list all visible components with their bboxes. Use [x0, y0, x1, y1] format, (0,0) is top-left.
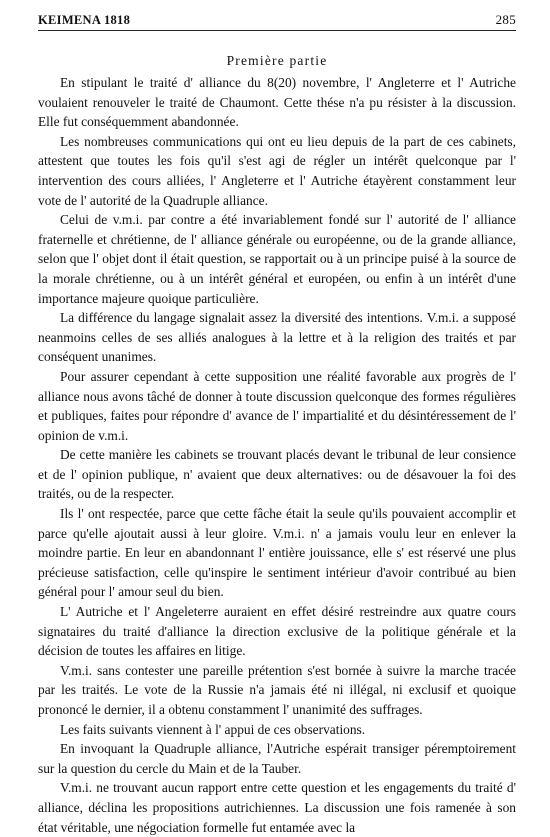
running-title: KEIMENA 1818: [38, 13, 131, 27]
paragraph: En stipulant le traité d' alliance du 8(20) novembre, l' Angleterre et l' Autriche voulaient renouveler le traité de Chaumont. Cette thése n'a pu résister à la discussion. Elle fut conséquemment abandonnée.: [38, 75, 516, 130]
paragraph: Celui de v.m.i. par contre a été invariablement fondé sur l' autorité de l' alliance fraternelle et chrétienne, de l' alliance générale ou européenne, ou de la grande alliance, selon que l' objet dont il était question, se rapportait ou à un principe puisé à la source de la morale chrétienne, ou à un intérêt général et européen, ou enfin à un intérêt d'une importance majeure quoique particulière.: [38, 212, 516, 306]
paragraph: L' Autriche et l' Angeleterre auraient en effet désiré restreindre aux quatre cours signataires du traité d'alliance la direction exclusive de la politique générale et la décision de toutes les affaires en litige.: [38, 604, 516, 659]
paragraph: Les faits suivants viennent à l' appui de ces observations.: [60, 721, 366, 737]
paragraph: De cette manière les cabinets se trouvant placés devant le tribunal de leur consience et de l' opinion publique, n' avaient que deux alternatives: ou de désavouer la foi des traités, ou de la respecter.: [38, 447, 516, 502]
running-header: [38, 12, 516, 31]
document-page: [38, 12, 516, 835]
paragraph: V.m.i. sans contester une pareille prétention s'est bornée à suivre la marche tracée par les traités. Le vote de la Russie n'a jamais été ni illégal, ni exclusif et quoique prononcé le dernier, il a obtenu constamment l' unanimité des suffrages.: [38, 662, 516, 717]
paragraph: Les nombreuses communications qui ont eu lieu depuis de la part de ces cabinets, attestent que toutes les fois qu'il s'est agi de régler un intérêt quelconque par l' intervention des cours alliées, l' Angleterre et l' Autriche étayèrent constamment leur vote de l' autorité de la Quadruple alliance.: [38, 133, 516, 208]
paragraph: La différence du langage signalait assez la diversité des intentions. V.m.i. a supposé neanmoins celles de ses alliés analogues à la lettre et à la religion des traités et par conséquent unanimes.: [38, 310, 516, 365]
paragraph: Pour assurer cependant à cette supposition une réalité favorable aux progrès de l' alliance nous avons tâché de donner à toute discussion quelconque des formes régulières et publiques, faites pour répondre d' avance de l' impartialité et du désintéressement de l' opinion de v.m.i.: [38, 368, 516, 443]
section-title: Première partie: [226, 53, 328, 68]
paragraph: V.m.i. ne trouvant aucun rapport entre cette question et les engagements du traité d' alliance, déclina les propositions autrichiennes. La discussion une fois ramenée à son état véritable, une négociation formelle fut entamée avec la: [38, 780, 516, 835]
paragraph: Ils l' ont respectée, parce que cette fâche était la seule qu'ils pouvaient accomplir et parce qu'elle ajoutait aussi à leur gloire. V.m.i. n' a jamais voulu leur en enlever la moindre partie. En leur en abandonnant l' entière jouissance, elle s' est réservé une plus précieuse satisfaction, celle qu'inspire le sentiment intérieur d'avoir contribué au bien général pour l' amour seul du bien.: [38, 506, 516, 600]
page-number: 285: [495, 12, 516, 27]
paragraph: En invoquant la Quadruple alliance, l'Autriche espérait transiger péremptoirement sur la question du cercle du Main et de la Tauber.: [38, 741, 516, 776]
body-text: [38, 73, 516, 837]
